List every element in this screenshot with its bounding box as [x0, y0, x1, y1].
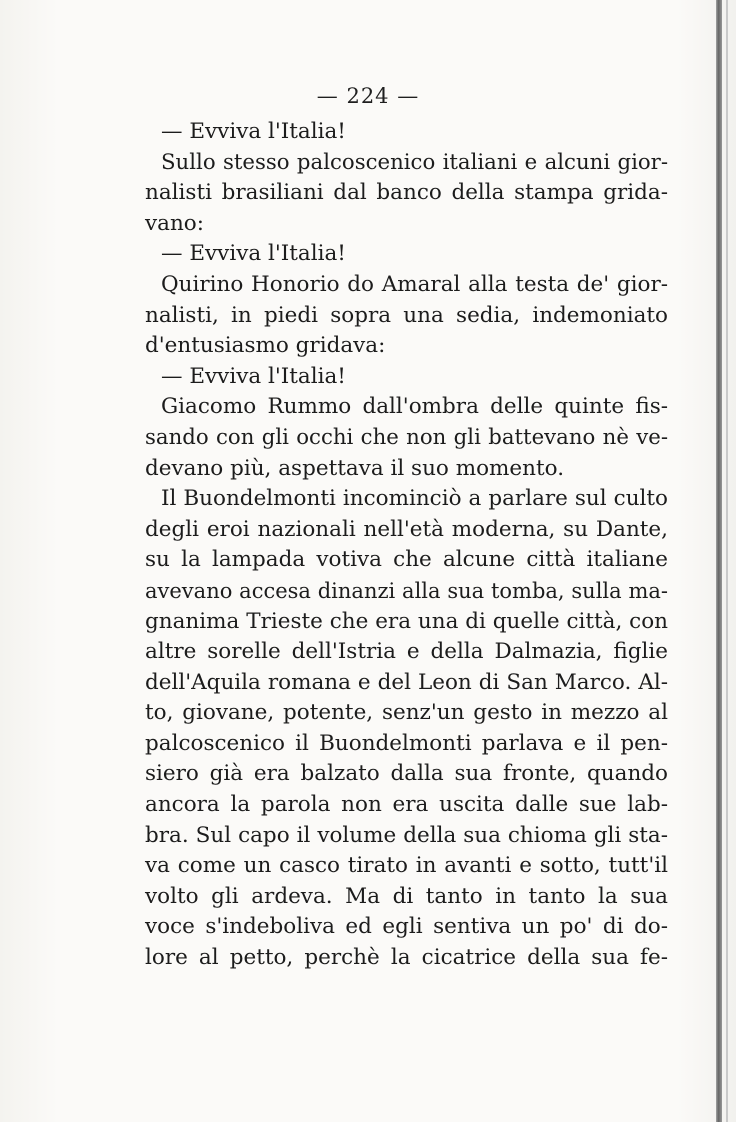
text-line: volto gli ardeva. Ma di tanto in tanto la sua: [145, 883, 668, 909]
text-line: palcoscenico il Buondelmonti parlava e il pen-: [145, 730, 668, 756]
text-line: lore al petto, perchè la cicatrice della sua fe-: [145, 945, 668, 971]
text-line: va come un casco tirato in avanti e sotto, tutt'il: [145, 853, 668, 879]
text-line: gnanima Trieste che era una di quelle città, con: [145, 608, 668, 634]
text-line: devano più, aspettava il suo momento.: [145, 455, 565, 481]
text-line: siero già era balzato dalla sua fronte, quando: [145, 761, 668, 787]
text-line: bra. Sul capo il volume della sua chioma gli sta-: [145, 822, 668, 848]
text-line: voce s'indeboliva ed egli sentiva un po' di do-: [145, 914, 668, 940]
page-body-text: [145, 117, 668, 974]
text-line: Sullo stesso palcoscenico italiani e alcuni gior-: [161, 149, 668, 175]
text-line: degli eroi nazionali nell'età moderna, su Dante,: [145, 516, 668, 542]
page-edge-shadow: [726, 0, 728, 1122]
text-line: Giacomo Rummo dall'ombra delle quinte fis-: [161, 394, 668, 420]
text-line: — Evviva l'Italia!: [161, 119, 346, 144]
text-line: — Evviva l'Italia!: [161, 241, 346, 267]
text-line: Il Buondelmonti incominciò a parlare sul culto: [161, 486, 668, 512]
text-line: nalisti, in piedi sopra una sedia, indemoniato: [145, 302, 668, 328]
text-line: nalisti brasiliani dal banco della stampa grida-: [145, 180, 668, 206]
text-line: Quirino Honorio do Amaral alla testa de' gior-: [161, 271, 668, 297]
text-line: sando con gli occhi che non gli battevano nè ve-: [145, 424, 668, 450]
text-line: d'entusiasmo gridava:: [145, 333, 386, 359]
text-line: ancora la parola non era uscita dalle sue lab-: [145, 792, 668, 818]
text-line: dell'Aquila romana e del Leon di San Marco. Al-: [145, 669, 668, 695]
text-line: altre sorelle dell'Istria e della Dalmazia, figlie: [145, 639, 668, 665]
text-line: — Evviva l'Italia!: [161, 363, 346, 389]
text-line: su la lampada votiva che alcune città italiane: [145, 547, 668, 573]
text-line: avevano accesa dinanzi alla sua tomba, sulla ma-: [145, 578, 668, 603]
text-line: vano:: [145, 210, 204, 236]
page-number: — 224 —: [316, 84, 420, 108]
text-line: to, giovane, potente, senz'un gesto in mezzo al: [145, 700, 668, 726]
page-edge-binding: [716, 0, 722, 1122]
